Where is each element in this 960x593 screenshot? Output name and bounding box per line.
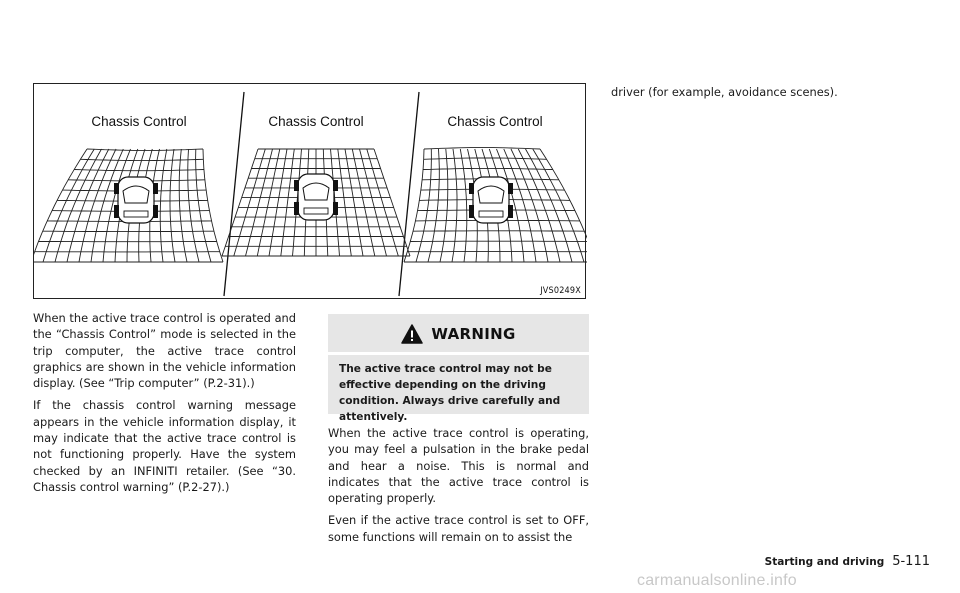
figure-code: JVS0249X — [540, 286, 581, 296]
warning-text: The active trace control may not be effective depending on the driving condition. Always drive carefully and attentively. — [339, 363, 561, 423]
warning-header — [328, 314, 589, 354]
page-footer — [700, 554, 930, 569]
vehicle-icon — [294, 174, 338, 220]
panel-title-2: Chassis Control — [268, 114, 364, 129]
page-number: 5-111 — [892, 554, 930, 569]
section-name: Starting and driving — [764, 556, 885, 568]
warning-box — [328, 314, 589, 423]
middle-column — [328, 425, 589, 551]
paragraph: If the chassis control warning message appears in the vehicle information display, it may indicate that the active trace control is not functioning properly. Have the system checked by an INFINITI retailer. (See “30. Chassis control warning” (P.2-27).) — [33, 398, 296, 494]
paragraph: When the active trace control is operated and the “Chassis Control” mode is selected in the trip computer, the active trace control graphics are shown in the vehicle information display. (See “Trip computer” (P.2-31).) — [33, 311, 296, 391]
watermark: carmanualsonline.info — [637, 572, 797, 589]
vehicle-icon — [114, 177, 158, 223]
panel-title-1: Chassis Control — [91, 114, 187, 129]
panel-title-3: Chassis Control — [447, 114, 543, 129]
paragraph: driver (for example, avoidance scenes). — [611, 85, 838, 99]
paragraph: Even if the active trace control is set to OFF, some functions will remain on to assist the — [328, 513, 589, 544]
vehicle-icon — [469, 177, 513, 223]
chassis-control-figure — [33, 83, 586, 299]
divider — [328, 352, 589, 355]
warning-title: WARNING — [431, 325, 516, 343]
left-column — [33, 310, 296, 501]
right-column — [611, 84, 931, 106]
warning-triangle-icon — [401, 324, 423, 344]
paragraph: When the active trace control is operating, you may feel a pulsation in the brake pedal and hear a noise. This is normal and indicates that the active trace control is operating properly. — [328, 426, 589, 506]
